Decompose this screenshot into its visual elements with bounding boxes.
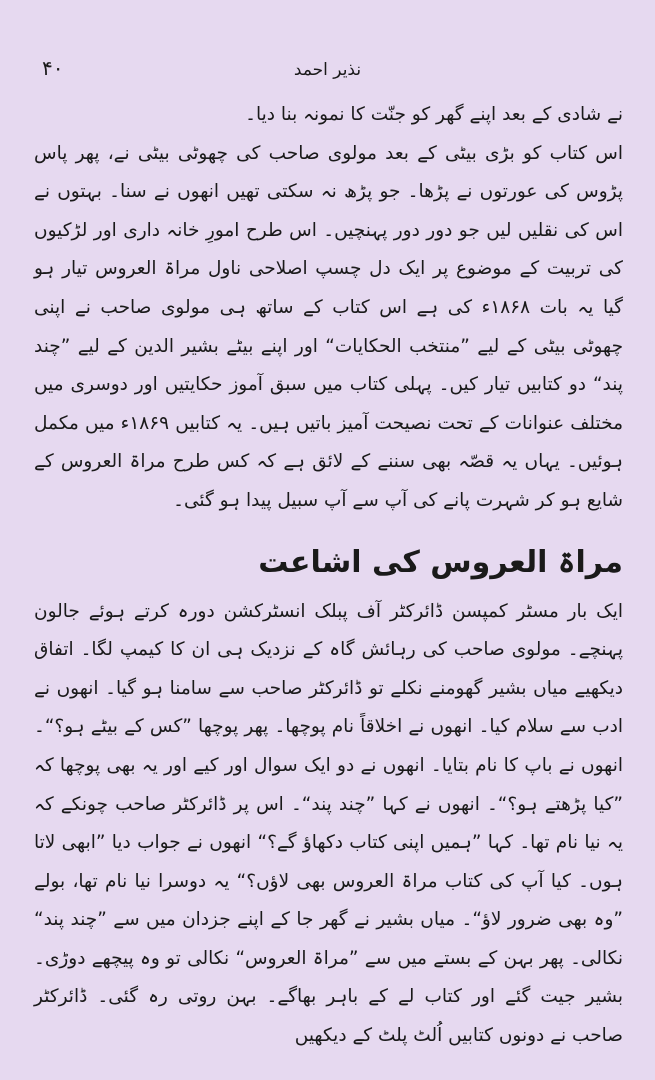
paragraph: اس کتاب کو بڑی بیٹی کے بعد مولوی صاحب کی چھوٹی بیٹی نے، پھر پاس پڑوس کی عورتوں نے پڑھا۔ جو پڑھ نہ سکتی تھیں انھوں نے سنا۔ بہتوں نے اس کی نقلیں لیں جو دور دور پہنچیں۔ اس طرح امورِ خانہ داری اور لڑکیوں کی تربیت کے موضوع پر ایک دل چسپ اصلاحی ناول مراۃ العروس تیار ہو گیا یہ بات ۱۸۶۸ء کی ہے اس کتاب کے ساتھ ہی مولوی صاحب نے اپنی چھوٹی بیٹی کے لیے ”منتخب الحکایات“ اور اپنے بیٹے بشیر الدین کے لیے ”چند پند“ دو کتابیں تیار کیں۔ پہلی کتاب میں سبق آموز حکایتیں اور دوسری میں مختلف عنوانات کے تحت نصیحت آمیز باتیں ہیں۔ یہ کتابیں ۱۸۶۹ء میں مکمل ہوئیں۔ یہاں یہ قصّہ بھی سننے کے لائق ہے کہ کس طرح مراۃ العروس کے شایع ہو کر شہرت پانے کی آپ سے آپ سبیل پیدا ہو گئی۔: [34, 142, 623, 511]
running-head: نذیر احمد: [293, 60, 362, 80]
paragraph-continuation: نے شادی کے بعد اپنے گھر کو جنّت کا نمونہ بنا دیا۔: [245, 104, 623, 125]
page-body: [34, 96, 623, 1056]
page-number: ۴۰: [42, 56, 64, 80]
section-heading: مراۃ العروس کی اشاعت: [258, 544, 623, 580]
page-header: [0, 56, 655, 86]
section-paragraph: ایک بار مسٹر کمپسن ڈائرکٹر آف پبلک انسٹرکشن دورہ کرتے ہوئے جالون پہنچے۔ مولوی صاحب کی رہائش گاہ کے نزدیک ہی ان کا کیمپ لگا۔ اتفاق دیکھیے میاں بشیر گھومنے نکلے تو ڈائرکٹر صاحب سے سامنا ہو گیا۔ انھوں نے ادب سے سلام کیا۔ انھوں نے اخلاقاً نام پوچھا۔ پھر پوچھا ”کس کے بیٹے ہو؟“۔ انھوں نے باپ کا نام بتایا۔ انھوں نے دو ایک سوال اور کیے اور یہ بھی پوچھا کہ ”کیا پڑھتے ہو؟“۔ انھوں نے کہا ”چند پند“۔ اس پر ڈائرکٹر صاحب چونکے کہ یہ نیا نام تھا۔ کہا ”ہمیں اپنی کتاب دکھاؤ گے؟“ انھوں نے جواب دیا ”ابھی لاتا ہوں۔ کیا آپ کی کتاب مراۃ العروس بھی لاؤں؟“ یہ دوسرا نیا نام تھا، بولے ”وہ بھی ضرور لاؤ“۔ میاں بشیر نے گھر جا کے اپنے جزدان میں سے ”چند پند“ نکالی۔ پھر بہن کے بستے میں سے ”مراۃ العروس“ نکالی تو وہ پیچھے دوڑی۔ بشیر جیت گئے اور کتاب لے کے باہر بھاگے۔ بہن روتی رہ گئی۔ ڈائرکٹر صاحب نے دونوں کتابیں اُلٹ پلٹ کے دیکھیں: [34, 600, 623, 1047]
